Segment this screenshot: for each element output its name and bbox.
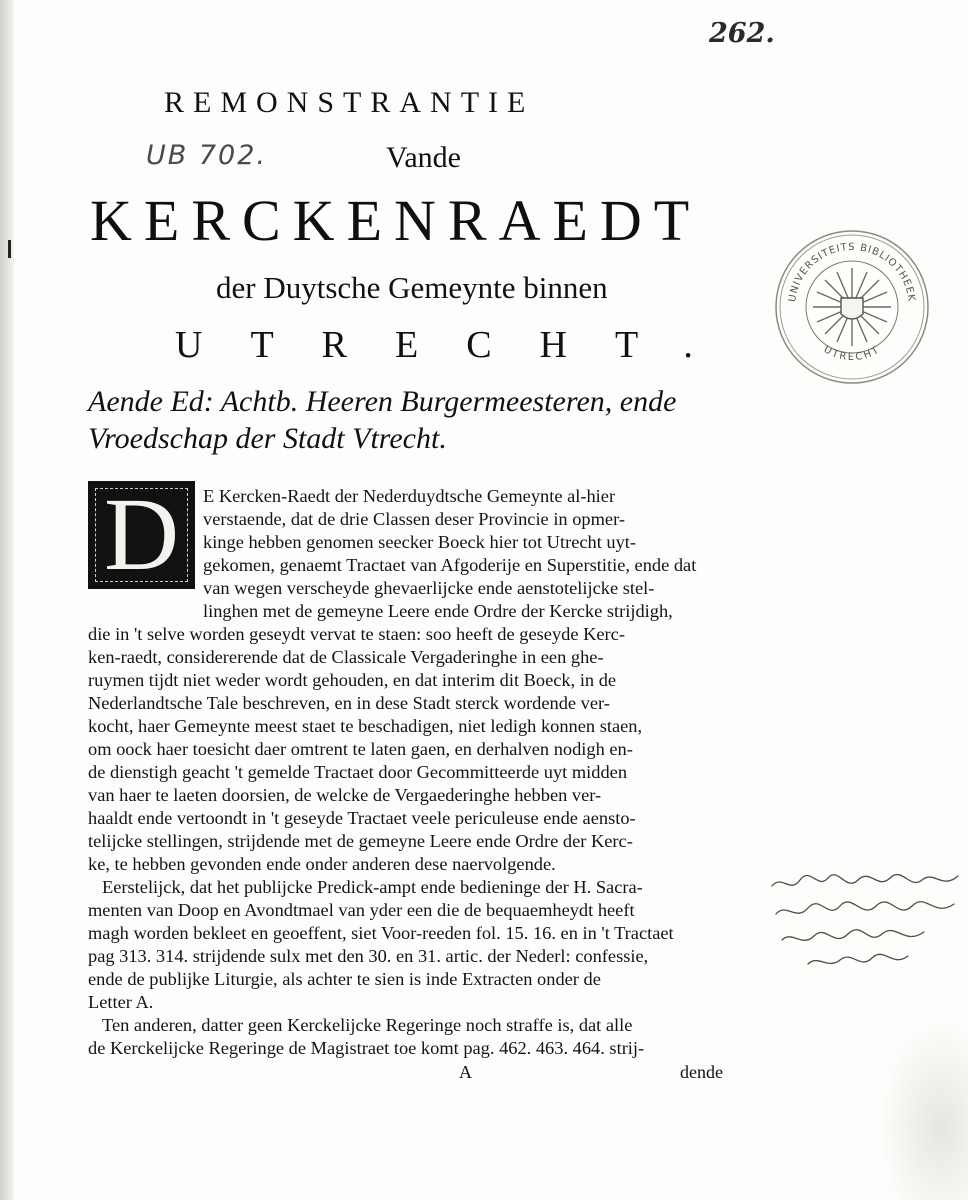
marginal-handwriting xyxy=(768,860,968,980)
body-line: gekomen, genaemt Tractaet van Afgoderije en Superstitie, ende dat xyxy=(203,555,697,575)
body-line: linghen met de gemeyne Leere ende Ordre der Kercke strijdigh, xyxy=(203,601,673,621)
body-line: ende de publijke Liturgie, als achter te sien is inde Extracten onder de xyxy=(88,969,601,989)
stamp-top-text: UNIVERSITEITS BIBLIOTHEEK xyxy=(787,241,917,303)
body-line: de Kerckelijcke Regeringe de Magistraet toe komt pag. 462. 463. 464. strij- xyxy=(88,1038,645,1058)
body-line: telijcke stellingen, strijdende met de gemeyne Leere ende Ordre der Kerc- xyxy=(88,831,633,851)
body-line: Letter A. xyxy=(88,992,154,1012)
body-line: Eerstelijck, dat het publijcke Predick-ampt ende bedieninge der H. Sacra- xyxy=(102,877,643,897)
title-der-duytsche: der Duytsche Gemeynte binnen xyxy=(216,270,608,305)
title-remonstrantie: REMONSTRANTIE xyxy=(164,86,535,119)
ornamental-initial xyxy=(88,477,195,592)
body-line: Nederlandtsche Tale beschreven, en in dese Stadt sterck wordende ver- xyxy=(88,693,610,713)
body-line: ruymen tijdt niet weder wordt gehouden, en dat interim dit Boeck, in de xyxy=(88,670,617,690)
title-vande: Vande xyxy=(386,141,461,174)
initial-letter: D xyxy=(103,477,180,592)
initial-border xyxy=(95,488,188,582)
body-line: die in 't selve worden geseydt vervat te staen: soo heeft de geseyde Kerc- xyxy=(88,624,625,644)
body-line: pag 313. 314. strijdende sulx met den 30. en 31. artic. der Nederl: confessie, xyxy=(88,946,649,966)
body-line: verstaende, dat de drie Classen deser Provincie in opmer- xyxy=(203,509,625,529)
page-number: 262. xyxy=(709,18,775,49)
body-line: kocht, haer Gemeynte meest staet te beschadigen, niet ledigh konnen staen, xyxy=(88,716,643,736)
body-line: kinge hebben genomen seecker Boeck hier tot Utrecht uyt- xyxy=(203,532,637,552)
binding-mark xyxy=(8,240,11,258)
address-line-1: Aende Ed: Achtb. Heeren Burgermeesteren, ende xyxy=(88,385,677,418)
body-line: magh worden bekleet en geoeffent, siet Voor-reeden fol. 15. 16. en in 't Tractaet xyxy=(88,923,674,943)
page-edge-shadow xyxy=(0,0,14,1200)
library-stamp xyxy=(773,228,931,386)
catchword: dende xyxy=(680,1062,723,1082)
svg-text:UTRECHT xyxy=(822,344,883,363)
body-line: om oock haer toesicht daer omtrent te laten gaen, en derhalven nodigh en- xyxy=(88,739,633,759)
body-line: haaldt ende vertoondt in 't geseyde Tractaet veele periculeuse ende aensto- xyxy=(88,808,636,828)
body-line: de dienstigh geacht 't gemelde Tractaet door Gecommitteerde uyt midden xyxy=(88,762,628,782)
body-line: Ten anderen, datter geen Kerckelijcke Regeringe noch straffe is, dat alle xyxy=(102,1015,633,1035)
stamp-bottom-text: UTRECHT xyxy=(821,344,883,364)
body-line: van haer te laeten doorsien, de welcke de Vergaederinghe hebben ver- xyxy=(88,785,602,805)
body-line: menten van Doop en Avondtmael van yder een die de bequaemheydt heeft xyxy=(88,900,635,920)
title-utrecht: UTRECHT. xyxy=(175,324,741,366)
body-line: van wegen verscheyde ghevaerlijcke ende aenstotelijcke stel- xyxy=(203,578,655,598)
library-shelfmark: UB 702. xyxy=(146,140,267,171)
address-line-2: Vroedschap der Stadt Vtrecht. xyxy=(88,422,447,455)
body-line: ke, te hebben gevonden ende onder anderen dese naervolgende. xyxy=(88,854,556,874)
body-line: E Kercken-Raedt der Nederduydtsche Gemeynte al-hier xyxy=(203,486,616,506)
body-line: ken-raedt, considererende dat de Classicale Vergaderinghe in een ghe- xyxy=(88,647,604,667)
signature-mark: A xyxy=(459,1062,472,1082)
title-kerckenraedt: KERCKENRAEDT xyxy=(90,188,702,253)
paper-smudge xyxy=(878,1020,968,1200)
